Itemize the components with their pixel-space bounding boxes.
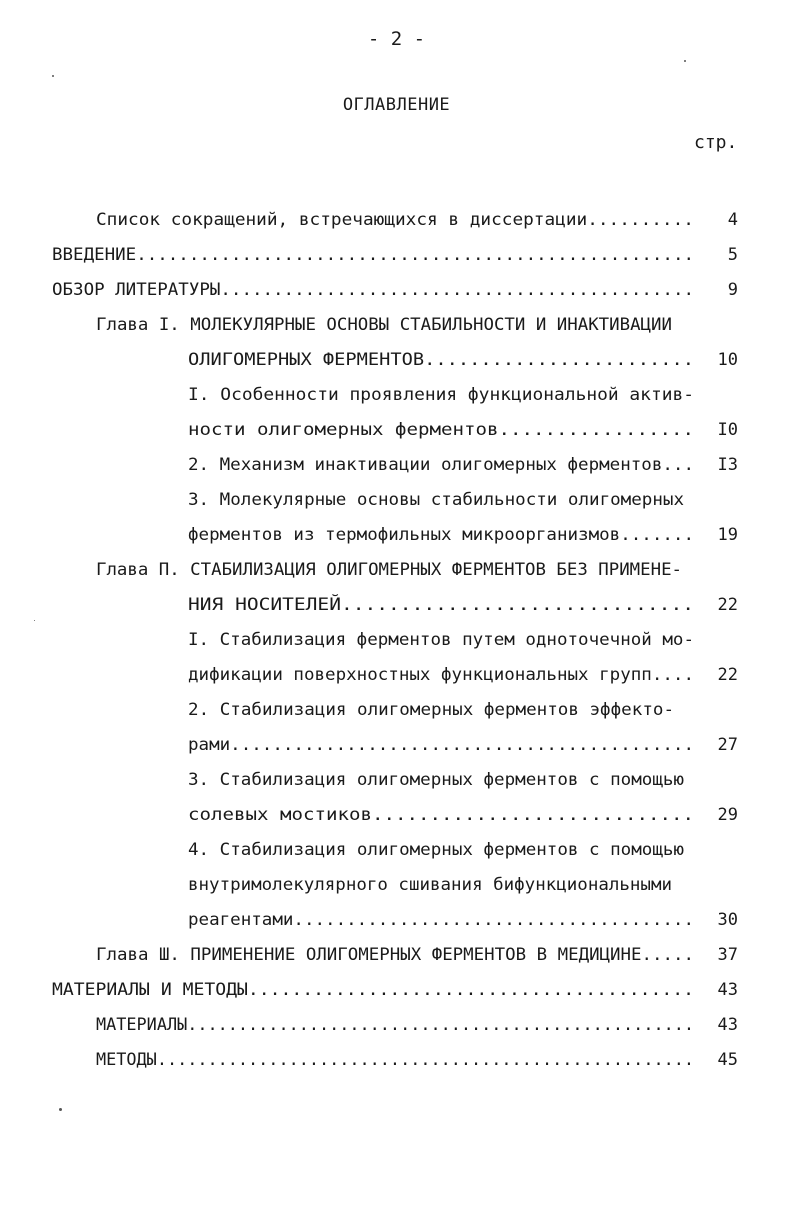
toc-entry-page: I3 xyxy=(717,455,738,475)
page-column-label: стр. xyxy=(694,132,738,153)
toc-entry-page: 5 xyxy=(727,245,738,265)
scan-speck xyxy=(59,1108,62,1111)
toc-entry-page: 10 xyxy=(717,350,738,370)
scan-speck xyxy=(52,75,54,77)
toc-entry-text: I. Стабилизация ферментов путем одноточечной мо- xyxy=(188,630,695,650)
toc-entry-text: ОЛИГОМЕРНЫХ ФЕРМЕНТОВ........................ xyxy=(188,350,694,370)
toc-entry-page: 19 xyxy=(717,525,738,545)
toc-entry-text: МАТЕРИАЛЫ И МЕТОДЫ......................................... xyxy=(52,980,695,1000)
toc-entry-text: НИЯ НОСИТЕЛЕЙ.............................. xyxy=(188,595,694,615)
toc-entry-text: рами............................................ xyxy=(188,735,695,755)
toc-title: ОГЛАВЛЕНИЕ xyxy=(342,95,451,115)
toc-entry-page: 9 xyxy=(727,280,738,300)
toc-entry-page: I0 xyxy=(717,420,738,440)
page-number: - 2 - xyxy=(367,28,426,50)
toc-entry-page: 27 xyxy=(717,735,738,755)
toc-entry-page: 29 xyxy=(717,805,738,825)
toc-entry-text: Глава I. МОЛЕКУЛЯРНЫЕ ОСНОВЫ СТАБИЛЬНОСТИ И ИНАКТИВАЦИИ xyxy=(96,315,672,335)
scan-speck xyxy=(34,620,35,621)
toc-entry-text: дификации поверхностных функциональных групп.... xyxy=(188,665,695,685)
toc-entry-text: солевых мостиков............................ xyxy=(188,805,695,825)
toc-entry-page: 45 xyxy=(717,1050,738,1070)
toc-entry-page: 22 xyxy=(717,665,738,685)
toc-entry-text: внутримолекулярного сшивания бифункциональными xyxy=(188,875,672,895)
toc-entry-page: 43 xyxy=(717,980,738,1000)
toc-entry-page: 43 xyxy=(717,1015,738,1035)
toc-entry-text: МАТЕРИАЛЫ.................................................. xyxy=(96,1015,695,1035)
toc-entry-text: Список сокращений, встречающихся в диссертации.......... xyxy=(96,210,694,230)
toc-entry-text: I. Особенности проявления функциональной актив- xyxy=(188,385,695,405)
toc-entry-text: МЕТОДЫ..................................................... xyxy=(96,1050,695,1070)
toc-entry-text: ВВЕДЕНИЕ..................................................... xyxy=(52,245,694,265)
toc-entry-text: 4. Стабилизация олигомерных ферментов с помощью xyxy=(188,840,685,860)
toc-entry-text: Глава П. СТАБИЛИЗАЦИЯ ОЛИГОМЕРНЫХ ФЕРМЕНТОВ БЕЗ ПРИМЕНЕ- xyxy=(96,560,682,580)
toc-entry-text: 3. Стабилизация олигомерных ферментов с помощью xyxy=(188,770,685,790)
toc-entry-page: 37 xyxy=(717,945,738,965)
toc-entry-text: ности олигомерных ферментов................. xyxy=(188,420,695,440)
toc-entry-text: Глава Ш. ПРИМЕНЕНИЕ ОЛИГОМЕРНЫХ ФЕРМЕНТОВ В МЕДИЦИНЕ..... xyxy=(96,945,694,965)
toc-entry-text: 2. Стабилизация олигомерных ферментов эффекто- xyxy=(188,700,675,720)
toc-entry-page: 4 xyxy=(727,210,738,230)
toc-entry-text: 2. Механизм инактивации олигомерных ферментов... xyxy=(188,455,695,475)
toc-entry-text: ферментов из термофильных микроорганизмов....... xyxy=(188,525,695,545)
toc-entry-text: ОБЗОР ЛИТЕРАТУРЫ............................................. xyxy=(52,280,694,300)
toc-entry-page: 22 xyxy=(717,595,738,615)
toc-entry-text: реагентами...................................... xyxy=(188,910,695,930)
scan-speck xyxy=(684,60,686,62)
toc-entry-page: 30 xyxy=(717,910,738,930)
toc-entry-text: 3. Молекулярные основы стабильности олигомерных xyxy=(188,490,685,510)
